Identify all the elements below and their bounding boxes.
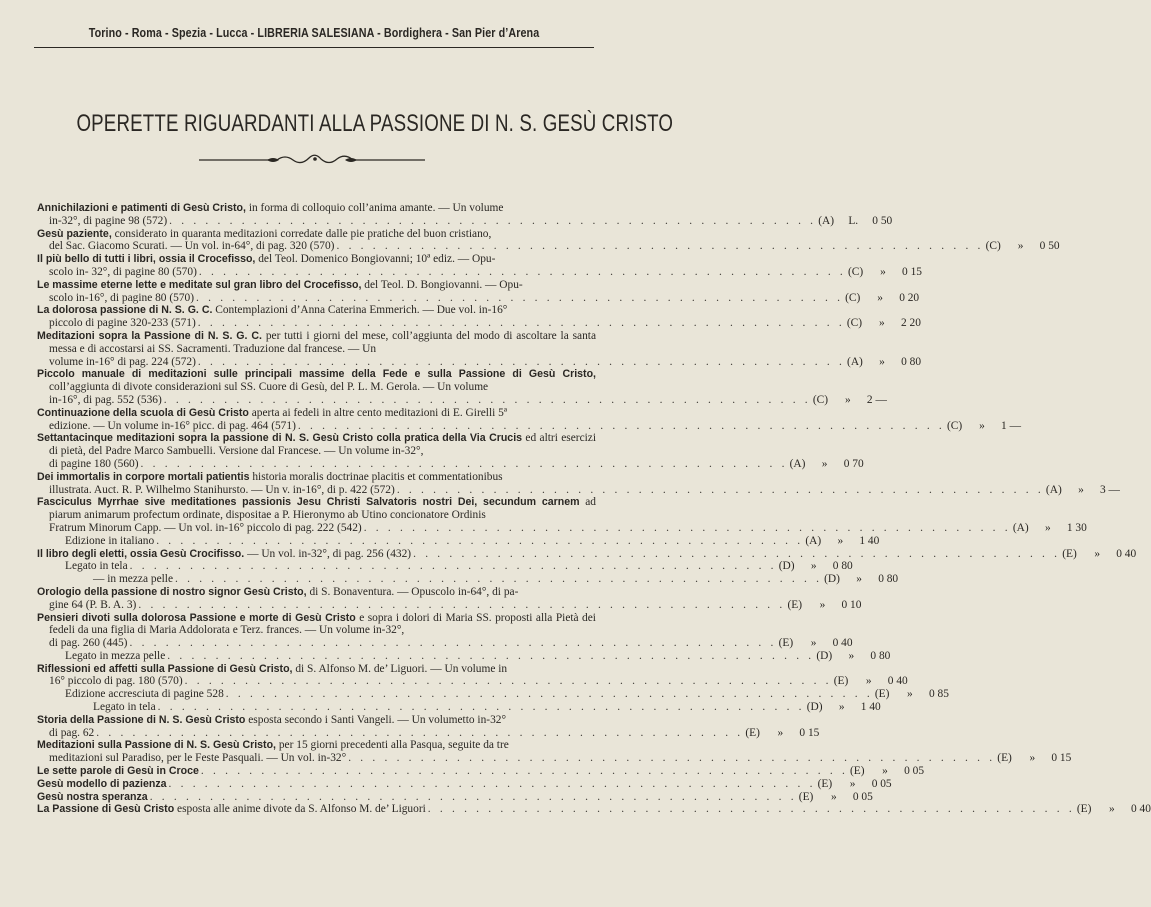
entry-tail-label: [37, 778, 167, 791]
catalog-entry-price-row: [49, 637, 853, 650]
catalog-entry: [37, 765, 925, 778]
entry-tail-label: [49, 240, 334, 253]
entry-tail-label: [37, 765, 199, 778]
currency-mark: »: [856, 573, 862, 586]
entry-title: Il libro degli eletti, ossia Gesù Crocifisso.: [37, 547, 245, 560]
entry-title: Pensieri divoti sulla dolorosa Passione e morte di Gesù Cristo: [37, 611, 356, 624]
entry-description: [37, 662, 596, 676]
entry-format: gine 64 (P. B. A. 3): [49, 598, 137, 611]
catalog-entry-price-row: [49, 521, 1087, 535]
currency-mark: »: [821, 457, 828, 470]
entry-text: per 15 giorni precedenti alla Pasqua, seguite da tre: [276, 739, 509, 752]
entry-text: considerato in quaranta meditazioni corredate dalle pie pratiche del buon cristiano,: [111, 227, 492, 240]
catalog-entry-price-row: [49, 214, 893, 228]
entry-text: esposta secondo i Santi Vangeli. — Un volumetto in-32°: [245, 713, 507, 726]
entry-text: e sopra i dolori di Maria SS. proposti alla Pietà dei fedeli da una figlia di Maria Addolorata e Terz. frances. — Un volume in-32°,: [49, 611, 596, 637]
entry-format: di pag. 62: [49, 726, 95, 739]
entry-details: esposta alle anime divote da S. Alfonso M. de’ Liguori: [174, 803, 426, 816]
publisher-code: (C): [847, 265, 864, 278]
entry-tail-label: [49, 675, 183, 688]
price: 1 40: [860, 701, 881, 714]
publisher-code: (E): [745, 726, 760, 739]
catalog-entry-price-row: [49, 240, 1060, 253]
entry-format: di pagine 180 (560): [49, 457, 139, 470]
entry-text: aperta ai fedeli in altre cento meditazioni di E. Girelli 5ª: [248, 406, 507, 419]
catalog-entry-price-row: [37, 790, 873, 804]
catalog-entry: [37, 253, 922, 279]
leader-dots: . . . . . . . . . . . . . . . . . . . . . . . . . . . . . . . . . . . . . . . . . . . . . . . . . . . . . .: [138, 598, 786, 611]
leader-dots: . . . . . . . . . . . . . . . . . . . . . . . . . . . . . . . . . . . . . . . . . . . . . . . . . . . . . .: [336, 240, 984, 253]
currency-mark: »: [810, 637, 817, 650]
catalog-entry-price-row: [49, 457, 864, 471]
entry-description: [37, 253, 596, 266]
catalog-entry: [37, 790, 873, 804]
catalog-entry-price-row: [37, 688, 949, 701]
catalog-sub-entry: [37, 701, 881, 714]
entry-tail-label: [49, 394, 162, 407]
currency-mark: L.: [848, 214, 859, 227]
publisher-code: (C): [946, 419, 963, 432]
catalog-entry-price-row: [49, 483, 1120, 497]
catalog-entry-price-row: [49, 317, 921, 330]
publisher-code: (D): [778, 560, 795, 573]
entry-text: coll’aggiunta di divote considerazioni sul SS. Cuore di Gesù, del P. L. M. Gerola. — Un volume: [49, 381, 489, 394]
entry-description: [37, 713, 596, 727]
catalog-entry-price-row: [37, 534, 880, 548]
price: 0 80: [901, 355, 922, 368]
publisher-code: (C): [812, 393, 829, 406]
publisher-code: (A): [818, 214, 835, 227]
entry-description: [37, 432, 597, 458]
catalog-entry: [37, 662, 908, 689]
price: 3 —: [1099, 483, 1120, 496]
price: 0 05: [852, 790, 873, 803]
catalog-entry: [37, 202, 893, 228]
entry-title: Gesù modello di pazienza: [37, 777, 167, 790]
publisher-code: (E): [787, 598, 802, 611]
entry-title: La dolorosa passione di N. S. G. C.: [37, 304, 213, 317]
entry-title: Continuazione della scuola di Gesù Cristo: [37, 406, 249, 419]
leader-dots: . . . . . . . . . . . . . . . . . . . . . . . . . . . . . . . . . . . . . . . . . . . . . . . . . . . . . .: [184, 675, 832, 688]
entry-description: [37, 227, 596, 241]
catalog-entry-price-row: [37, 560, 853, 573]
currency-mark: »: [882, 765, 888, 778]
catalog-entry-price-row: [37, 765, 925, 778]
currency-mark: »: [830, 790, 837, 803]
publisher-code: (E): [798, 790, 814, 803]
entry-tail-label: [49, 292, 194, 305]
catalog-list: [37, 202, 1151, 816]
entry-format: Fratrum Minorum Capp. — Un vol. in-16° piccolo di pag. 222 (542): [49, 521, 362, 534]
price: 1 40: [859, 534, 880, 547]
entry-tail-label: [65, 535, 154, 548]
entry-text: di S. Alfonso M. de’ Liguori. — Un volume in: [292, 662, 508, 675]
catalog-entry-price-row: [37, 701, 881, 714]
catalog-entry: [37, 470, 1120, 497]
publisher-code: (E): [997, 752, 1012, 765]
entry-title: Settantacinque meditazioni sopra la passione di N. S. Gesù Cristo colla pratica della Via Crucis: [37, 432, 523, 445]
price: 0 70: [843, 457, 864, 470]
leader-dots: . . . . . . . . . . . . . . . . . . . . . . . . . . . . . . . . . . . . . . . . . . . . . . . . . . . . . .: [175, 573, 823, 586]
entry-description: [37, 611, 596, 638]
currency-mark: »: [979, 419, 985, 432]
price: 0 50: [872, 214, 893, 227]
catalog-entry: [37, 227, 1060, 254]
catalog-entry: [37, 585, 862, 612]
entry-tail-label: [49, 266, 197, 279]
sub-entry-label: Legato in mezza pelle: [65, 649, 166, 662]
entry-tail-label: [49, 420, 296, 433]
price: 2 —: [866, 393, 887, 406]
sub-entry-label: Edizione in italiano: [65, 534, 155, 547]
price: 2 20: [900, 317, 921, 330]
price: 0 40: [1116, 547, 1137, 560]
sub-entry-label: — in mezza pelle: [93, 573, 174, 586]
catalog-entry: [37, 739, 1072, 765]
entry-description: [37, 406, 596, 420]
entry-text: Contemplazioni d’Anna Caterina Emmerich. — Due vol. in-16°: [212, 304, 508, 317]
currency-mark: »: [879, 355, 885, 368]
leader-dots: . . . . . . . . . . . . . . . . . . . . . . . . . . . . . . . . . . . . . . . . . . . . . . . . . . . . . .: [197, 355, 846, 368]
entry-text: per tutti i giorni del mese, coll’aggiunta del modo di ascoltare la santa messa e di accostarsi ai SS. Sacramenti. Traduzione dal francese. — Un: [49, 329, 597, 355]
publisher-code: (E): [778, 637, 794, 650]
price: 0 40: [1130, 803, 1151, 816]
entry-tail-label: [93, 701, 156, 714]
entry-description: [37, 202, 596, 215]
leader-dots: . . . . . . . . . . . . . . . . . . . . . . . . . . . . . . . . . . . . . . . . . . . . . . . . . . . . . .: [198, 265, 846, 278]
leader-dots: . . . . . . . . . . . . . . . . . . . . . . . . . . . . . . . . . . . . . . . . . . . . . . . . . . . . . .: [297, 419, 945, 432]
entry-format: in-32°, di pagine 98 (572): [49, 214, 168, 227]
currency-mark: »: [879, 317, 885, 330]
price: 1 —: [1001, 419, 1021, 432]
currency-mark: »: [838, 701, 845, 714]
leader-dots: . . . . . . . . . . . . . . . . . . . . . . . . . . . . . . . . . . . . . . . . . . . . . . . . . . . . . .: [197, 317, 845, 330]
leader-dots: . . . . . . . . . . . . . . . . . . . . . . . . . . . . . . . . . . . . . . . . . . . . . . . . . . . . . .: [149, 790, 797, 803]
entry-format: meditazioni sul Paradiso, per le Feste Pasquali. — Un vol. in-32°: [49, 752, 347, 765]
price: 0 10: [841, 598, 862, 611]
publisher-code: (A): [1012, 521, 1029, 534]
entry-title: Meditazioni sopra la Passione di N. S. G. C.: [37, 329, 262, 342]
currency-mark: »: [810, 560, 817, 573]
catalog-entry-price-row: [37, 547, 1137, 561]
leader-dots: . . . . . . . . . . . . . . . . . . . . . . . . . . . . . . . . . . . . . . . . . . . . . . . . . . . . . .: [129, 560, 777, 573]
leader-dots: . . . . . . . . . . . . . . . . . . . . . . . . . . . . . . . . . . . . . . . . . . . . . . . . . . . . . .: [196, 291, 844, 304]
page-title: OPERETTE RIGUARDANTI ALLA PASSIONE DI N. S. GESÙ CRISTO: [76, 110, 674, 137]
leader-dots: . . . . . . . . . . . . . . . . . . . . . . . . . . . . . . . . . . . . . . . . . . . . . . . . . . . . . .: [427, 803, 1075, 816]
price: 0 05: [904, 765, 925, 778]
catalog-entry: [37, 432, 864, 470]
leader-dots: . . . . . . . . . . . . . . . . . . . . . . . . . . . . . . . . . . . . . . . . . . . . . . . . . . . . . .: [396, 483, 1044, 496]
catalog-entry: [37, 278, 920, 305]
catalog-entry-price-row: [37, 803, 1151, 816]
leader-dots: . . . . . . . . . . . . . . . . . . . . . . . . . . . . . . . . . . . . . . . . . . . . . . . . . . . . . .: [168, 777, 816, 790]
entry-tail-label: [49, 356, 196, 369]
leader-dots: . . . . . . . . . . . . . . . . . . . . . . . . . . . . . . . . . . . . . . . . . . . . . . . . . . . . . .: [140, 457, 788, 470]
entry-description: [37, 496, 596, 522]
currency-mark: »: [848, 649, 855, 662]
publisher-code: (E): [874, 688, 890, 701]
entry-tail-label: [49, 317, 196, 330]
entry-title: Fasciculus Myrrhae sive meditationes passionis Jesu Christi Salvatoris nostri Dei, secundum carnem: [37, 496, 580, 509]
entry-format: 16° piccolo di pag. 180 (570): [49, 675, 183, 688]
entry-tail-label: [49, 637, 127, 650]
entry-tail-label: [65, 560, 128, 573]
catalog-entry-price-row: [37, 573, 899, 586]
price: 0 15: [799, 726, 820, 739]
catalog-entry-price-row: [49, 598, 862, 612]
leader-dots: . . . . . . . . . . . . . . . . . . . . . . . . . . . . . . . . . . . . . . . . . . . . . . . . . . . . . .: [156, 534, 804, 547]
catalog-entry: [37, 803, 1151, 816]
price: 0 85: [928, 688, 949, 701]
entry-title: Le sette parole di Gesù in Croce: [37, 765, 199, 778]
entry-title: Storia della Passione di N. S. Gesù Cristo: [37, 713, 246, 726]
price: 1 30: [1066, 521, 1087, 534]
price: 0 15: [1051, 752, 1072, 765]
price: 0 05: [871, 777, 892, 790]
entry-details: — Un vol. in-32°, di pag. 256 (432): [244, 547, 412, 560]
entry-format: edizione. — Un volume in-16° picc. di pag. 464 (571): [49, 419, 296, 432]
publisher-code: (C): [985, 240, 1001, 253]
catalog-entry: [37, 329, 922, 368]
catalog-entry-price-row: [49, 726, 820, 740]
currency-mark: »: [1044, 521, 1051, 534]
entry-format: di pag. 260 (445): [49, 637, 128, 650]
entry-title: Le massime eterne lette e meditate sul gran libro del Crocefisso,: [37, 278, 362, 291]
price: 0 50: [1039, 240, 1060, 253]
entry-tail-label: [37, 803, 426, 816]
entry-format: scolo in-16°, di pagine 80 (570): [49, 291, 195, 304]
entry-tail-label: [49, 458, 139, 471]
price: 0 40: [887, 675, 908, 688]
entry-title: Il più bello di tutti i libri, ossia il Crocefisso,: [37, 253, 256, 266]
catalog-sub-entry: [37, 573, 899, 586]
entry-tail-label: [65, 650, 165, 663]
price: 0 80: [832, 560, 853, 573]
entry-title: Riflessioni ed affetti sulla Passione di Gesù Cristo,: [37, 662, 293, 675]
entry-title: Piccolo manuale di meditazioni sulle principali massime della Fede e sulla Passione di Gesù Cristo,: [37, 368, 596, 381]
entry-description: [37, 329, 597, 356]
publisher-code: (E): [1062, 547, 1077, 560]
entry-title: Annichilazioni e patimenti di Gesù Cristo,: [37, 202, 246, 214]
sub-entry-label: Legato in tela: [65, 560, 128, 573]
entry-tail-label: [49, 522, 362, 535]
publisher-code: (A): [789, 457, 806, 470]
leader-dots: . . . . . . . . . . . . . . . . . . . . . . . . . . . . . . . . . . . . . . . . . . . . . . . . . . . . . .: [413, 547, 1061, 560]
catalog-entry: [37, 611, 853, 650]
price: 0 80: [870, 649, 891, 662]
entry-tail-label: [49, 727, 94, 740]
entry-format: in-16°, di pag. 552 (536): [49, 393, 162, 406]
leader-dots: . . . . . . . . . . . . . . . . . . . . . . . . . . . . . . . . . . . . . . . . . . . . . . . . . . . . . .: [129, 637, 777, 650]
entry-description: [37, 739, 596, 752]
catalog-entry-price-row: [49, 265, 922, 279]
entry-description: [37, 470, 596, 484]
entry-text: del Teol. Domenico Bongiovanni; 10ª ediz. — Opu-: [255, 253, 496, 266]
publisher-code: (D): [816, 649, 833, 662]
catalog-entry: [37, 406, 1021, 433]
entry-title: Gesù nostra speranza: [37, 790, 148, 803]
publisher-code: (C): [846, 317, 863, 330]
catalog-entry-price-row: [49, 752, 1072, 765]
currency-mark: »: [1094, 547, 1101, 560]
catalog-entry: [37, 304, 921, 330]
catalog-entry-price-row: [49, 675, 908, 688]
leader-dots: . . . . . . . . . . . . . . . . . . . . . . . . . . . . . . . . . . . . . . . . . . . . . . . . . . . . . .: [157, 701, 805, 714]
price: 0 40: [832, 637, 853, 650]
entry-text: di S. Bonaventura. — Opuscolo in-64°, di pa-: [306, 585, 519, 598]
entry-text: historia moralis doctrinae placitis et commentationibus: [249, 470, 503, 483]
decorative-scroll-icon: [197, 150, 427, 168]
publisher-code: (A): [805, 534, 822, 547]
entry-format: scolo in- 32°, di pagine 80 (570): [49, 265, 197, 278]
publisher-code: (E): [850, 765, 865, 778]
currency-mark: »: [837, 534, 844, 547]
currency-mark: »: [819, 598, 826, 611]
catalog-sub-entry: [37, 560, 853, 573]
entry-format: del Sac. Giacomo Scurati. — Un vol. in-64°, di pag. 320 (570): [49, 240, 335, 253]
publisher-code: (A): [1045, 483, 1062, 496]
entry-tail-label: [49, 484, 395, 497]
leader-dots: . . . . . . . . . . . . . . . . . . . . . . . . . . . . . . . . . . . . . . . . . . . . . . . . . . . . . .: [169, 214, 817, 227]
catalog-entry-price-row: [49, 291, 920, 305]
entry-description: [37, 368, 596, 394]
currency-mark: »: [1109, 803, 1115, 816]
leader-dots: . . . . . . . . . . . . . . . . . . . . . . . . . . . . . . . . . . . . . . . . . . . . . . . . . . . . . .: [348, 752, 996, 765]
entry-text: del Teol. D. Bongiovanni. — Opu-: [361, 278, 523, 291]
catalog-sub-entry: [37, 534, 880, 548]
catalog-sub-entry: [37, 688, 949, 701]
entry-title: Orologio della passione di nostro signor Gesù Cristo,: [37, 585, 307, 598]
catalog-entry: [37, 777, 892, 791]
publisher-code: (C): [845, 291, 861, 304]
entry-text: in forma di colloquio coll’anima amante. — Un volume: [245, 202, 504, 214]
entry-tail-label: [49, 752, 346, 765]
currency-mark: »: [849, 777, 856, 790]
entry-tail-label: [37, 548, 411, 561]
sub-entry-label: Legato in tela: [93, 701, 156, 714]
leader-dots: . . . . . . . . . . . . . . . . . . . . . . . . . . . . . . . . . . . . . . . . . . . . . . . . . . . . . .: [163, 393, 811, 406]
entry-tail-label: [49, 215, 167, 228]
price: 0 20: [899, 291, 920, 304]
catalog-entry: [37, 496, 1087, 534]
entry-tail-label: [37, 791, 148, 804]
entry-format: volume in-16° di pag. 224 (572): [49, 355, 196, 368]
catalog-entry-price-row: [49, 355, 922, 369]
publisher-code: (E): [817, 777, 833, 790]
catalog-sub-entry: [37, 649, 891, 663]
header-divider: [34, 47, 594, 48]
currency-mark: »: [845, 393, 851, 406]
currency-mark: »: [1029, 752, 1036, 765]
entry-text: ed altri esercizi di pietà, del Padre Marco Sambuelli. Versione dal Francese. — Un volume in-32°,: [49, 432, 597, 458]
entry-tail-label: [65, 688, 224, 701]
entry-title: La Passione di Gesù Cristo: [37, 803, 175, 816]
entry-title: Gesù paziente,: [37, 227, 112, 240]
catalog-entry-price-row: [37, 649, 891, 663]
publisher-code: (E): [833, 675, 849, 688]
publisher-code: (D): [824, 573, 840, 586]
catalog-entry-price-row: [49, 393, 887, 407]
currency-mark: »: [1017, 240, 1024, 253]
leader-dots: . . . . . . . . . . . . . . . . . . . . . . . . . . . . . . . . . . . . . . . . . . . . . . . . . . . . . .: [200, 765, 849, 778]
sub-entry-label: Edizione accresciuta di pagine 528: [65, 688, 224, 701]
currency-mark: »: [865, 675, 872, 688]
entry-title: Meditazioni sulla Passione di N. S. Gesù Cristo,: [37, 739, 277, 752]
price: 0 80: [878, 573, 899, 586]
currency-mark: »: [907, 688, 913, 701]
entry-format: piccolo di pagine 320-233 (571): [49, 317, 196, 330]
currency-mark: »: [777, 726, 784, 739]
leader-dots: . . . . . . . . . . . . . . . . . . . . . . . . . . . . . . . . . . . . . . . . . . . . . . . . . . . . . .: [167, 649, 815, 662]
catalog-entry-price-row: [49, 419, 1021, 433]
entry-format: illustrata. Auct. R. P. Wilhelmo Stanihursto. — Un v. in-16°, di p. 422 (572): [49, 483, 395, 496]
price: 0 15: [902, 265, 922, 278]
leader-dots: . . . . . . . . . . . . . . . . . . . . . . . . . . . . . . . . . . . . . . . . . . . . . . . . . . . . . .: [363, 521, 1011, 534]
currency-mark: »: [877, 291, 883, 304]
catalog-entry: [37, 368, 887, 406]
entry-tail-label: [49, 599, 136, 612]
publisher-code: (A): [847, 355, 863, 368]
publisher-header: Torino - Roma - Spezia - Lucca - LIBRERIA SALESIANA - Bordighera - San Pier d’Arena: [88, 26, 540, 40]
entry-title: Dei immortalis in corpore mortali patientis: [37, 470, 250, 483]
catalog-entry: [37, 547, 1137, 561]
catalog-entry-price-row: [37, 777, 892, 791]
catalog-entry: [37, 713, 820, 740]
publisher-code: (E): [1076, 803, 1092, 816]
entry-text: ad piarum animarum profectum ordinate, dispositae a P. Hieronymo ab Utino concionatore Ordinis: [49, 496, 596, 522]
leader-dots: . . . . . . . . . . . . . . . . . . . . . . . . . . . . . . . . . . . . . . . . . . . . . . . . . . . . . .: [225, 688, 873, 701]
currency-mark: »: [880, 265, 886, 278]
leader-dots: . . . . . . . . . . . . . . . . . . . . . . . . . . . . . . . . . . . . . . . . . . . . . . . . . . . . . .: [96, 726, 744, 739]
entry-description: [37, 585, 596, 599]
entry-tail-label: [93, 573, 173, 586]
entry-description: [37, 278, 596, 292]
currency-mark: »: [1078, 483, 1084, 496]
publisher-code: (D): [806, 701, 823, 714]
entry-description: [37, 304, 596, 317]
